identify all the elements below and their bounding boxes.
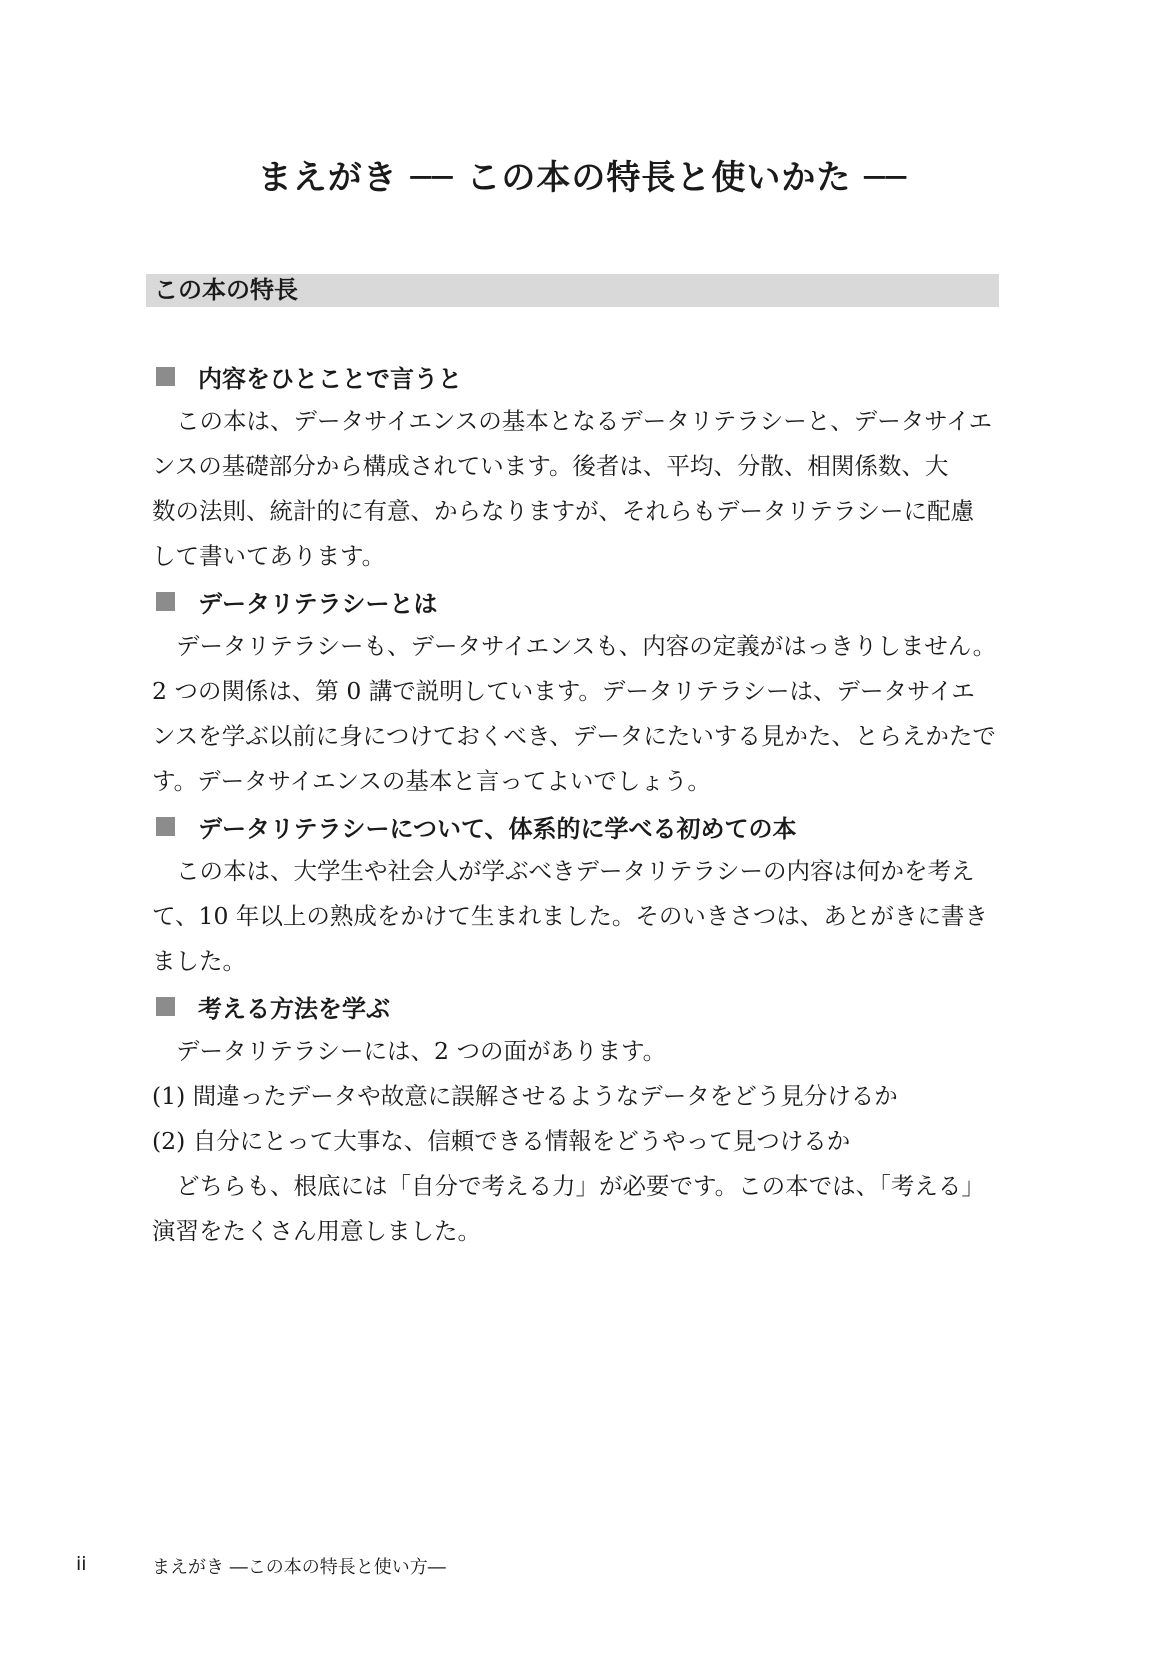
text-line: て、10 年以上の熟成をかけて生まれました。そのいきさつは、あとがきに書き [152,902,988,930]
running-head: まえがき ―この本の特長と使い方― [152,1557,446,1578]
subheading-text: データリテラシーとは [198,590,438,618]
square-bullet-icon [156,817,175,836]
text-line: して書いてあります。 [152,542,386,570]
subheading [152,804,1002,849]
square-bullet-icon [156,592,175,611]
subheading-text: 考える方法を学ぶ [198,995,390,1023]
text-line: データリテラシーには、2 つの面があります。 [176,1037,667,1065]
paragraph [152,1029,1002,1074]
text-line: 演習をたくさん用意しました。 [152,1217,481,1245]
text-line: データリテラシーも、データサイエンスも、内容の定義がはっきりしません。 [176,632,997,660]
list-item: (1) 間違ったデータや故意に誤解させるようなデータをどう見分けるか [152,1082,898,1110]
text-line: ンスの基礎部分から構成されています。後者は、平均、分散、相関係数、大 [152,452,949,480]
page-number: ii [76,1553,87,1575]
text-line: す。データサイエンスの基本と言ってよいでしょう。 [152,767,711,795]
text-line: この本は、データサイエンスの基本となるデータリテラシーと、データサイエ [176,407,993,435]
list-item: (2) 自分にとって大事な、信頼できる情報をどうやって見つけるか [152,1127,851,1155]
main-content [152,354,1002,1254]
subheading-text: 内容をひとことで言うと [198,365,462,393]
section-heading-bar [146,274,999,307]
paragraph [152,624,1002,804]
subheading [152,354,1002,399]
paragraph [152,399,1002,579]
paragraph [152,849,1002,984]
square-bullet-icon [156,997,175,1016]
text-line: ンスを学ぶ以前に身につけておくべき、データにたいする見かた、とらえかたで [152,722,996,750]
page-title: まえがき ── この本の特長と使いかた ── [257,158,908,198]
paragraph [152,1164,1002,1254]
subheading-text: データリテラシーについて、体系的に学べる初めての本 [198,815,797,843]
subheading [152,984,1002,1029]
subheading [152,579,1002,624]
text-line: この本は、大学生や社会人が学ぶべきデータリテラシーの内容は何かを考え [176,857,975,885]
text-line: 2 つの関係は、第 0 講で説明しています。データリテラシーは、データサイエ [152,677,975,705]
page-footer [0,1553,1165,1579]
square-bullet-icon [156,367,175,386]
text-line: どちらも、根底には「自分で考える力」が必要です。この本では、「考える」 [176,1172,985,1200]
text-line: 数の法則、統計的に有意、からなりますが、それらもデータリテラシーに配慮 [152,497,975,525]
text-line: ました。 [152,947,246,975]
numbered-list [152,1074,1002,1164]
section-heading: この本の特長 [154,276,298,304]
